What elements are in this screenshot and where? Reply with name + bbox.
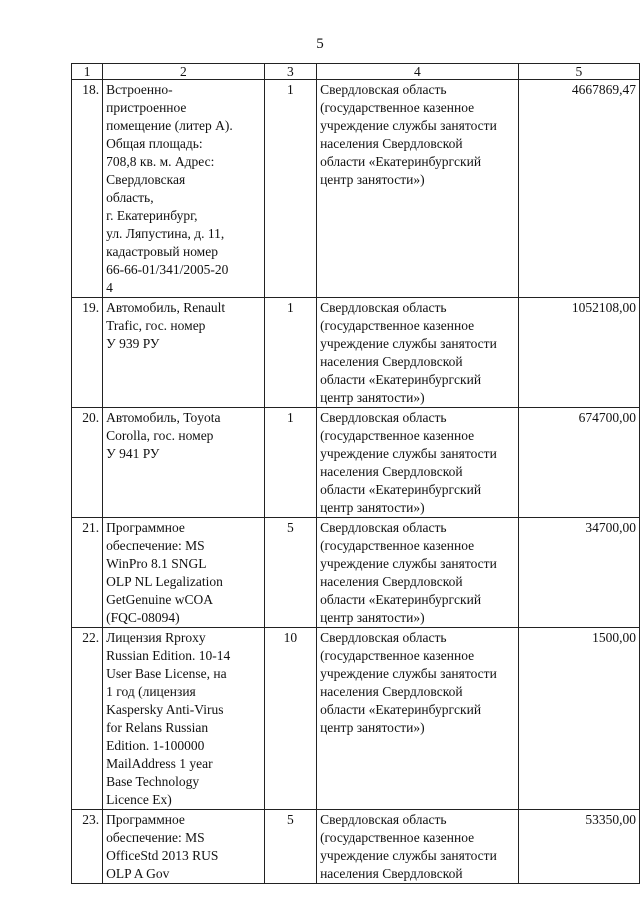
table-row bbox=[72, 408, 640, 518]
item-holder: Свердловская область (государственное казенное учреждение службы занятости населения Свердловской области «Екатеринбургский центр занятости») bbox=[317, 80, 519, 298]
table-header-row bbox=[72, 64, 640, 80]
item-name: Автомобиль, Toyota Corolla, гос. номер У 941 РУ bbox=[103, 408, 265, 518]
header-cell-2: 2 bbox=[103, 64, 265, 80]
item-value: 53350,00 bbox=[518, 810, 639, 884]
item-quantity: 5 bbox=[264, 518, 316, 628]
header-cell-4: 4 bbox=[317, 64, 519, 80]
header-cell-3: 3 bbox=[264, 64, 316, 80]
item-value: 674700,00 bbox=[518, 408, 639, 518]
item-quantity: 1 bbox=[264, 408, 316, 518]
header-cell-1: 1 bbox=[72, 64, 103, 80]
item-value: 1052108,00 bbox=[518, 298, 639, 408]
property-table bbox=[71, 63, 640, 884]
row-number: 19. bbox=[72, 298, 103, 408]
row-number: 23. bbox=[72, 810, 103, 884]
row-number: 21. bbox=[72, 518, 103, 628]
item-value: 34700,00 bbox=[518, 518, 639, 628]
item-holder: Свердловская область (государственное казенное учреждение службы занятости населения Свердловской области «Екатеринбургский центр занятости») bbox=[317, 518, 519, 628]
table-row bbox=[72, 80, 640, 298]
item-quantity: 1 bbox=[264, 298, 316, 408]
item-holder: Свердловская область (государственное казенное учреждение службы занятости населения Свердловской области «Екатеринбургский центр занятости») bbox=[317, 298, 519, 408]
page-number: 5 bbox=[316, 36, 324, 52]
item-value: 4667869,47 bbox=[518, 80, 639, 298]
row-number: 18. bbox=[72, 80, 103, 298]
row-number: 20. bbox=[72, 408, 103, 518]
table-row bbox=[72, 298, 640, 408]
row-number: 22. bbox=[72, 628, 103, 810]
item-name: Программное обеспечение: MS OfficeStd 2013 RUS OLP A Gov bbox=[103, 810, 265, 884]
item-name: Автомобиль, Renault Trafic, гос. номер У 939 РУ bbox=[103, 298, 265, 408]
table-row bbox=[72, 628, 640, 810]
item-name: Встроенно- пристроенное помещение (литер А). Общая площадь: 708,8 кв. м. Адрес: Свердловская область, г. Екатеринбург, ул. Ляпустина, д. 11, кадастровый номер 66-66-01/341/2005-20 4 bbox=[103, 80, 265, 298]
item-holder: Свердловская область (государственное казенное учреждение службы занятости населения Свердловской области «Екатеринбургский центр занятости») bbox=[317, 408, 519, 518]
item-holder: Свердловская область (государственное казенное учреждение службы занятости населения Свердловской области «Екатеринбургский центр занятости») bbox=[317, 628, 519, 810]
item-name: Программное обеспечение: MS WinPro 8.1 SNGL OLP NL Legalization GetGenuine wCOA (FQC-08094) bbox=[103, 518, 265, 628]
table-row bbox=[72, 518, 640, 628]
header-cell-5: 5 bbox=[518, 64, 639, 80]
item-name: Лицензия Rproxy Russian Edition. 10-14 User Base License, на 1 год (лицензия Kaspersky Anti-Virus for Relans Russian Edition. 1-100000 MailAddress 1 year Base Technology Licence Ex) bbox=[103, 628, 265, 810]
item-quantity: 10 bbox=[264, 628, 316, 810]
item-holder: Свердловская область (государственное казенное учреждение службы занятости населения Свердловской bbox=[317, 810, 519, 884]
table-row bbox=[72, 810, 640, 884]
item-quantity: 5 bbox=[264, 810, 316, 884]
item-value: 1500,00 bbox=[518, 628, 639, 810]
item-quantity: 1 bbox=[264, 80, 316, 298]
